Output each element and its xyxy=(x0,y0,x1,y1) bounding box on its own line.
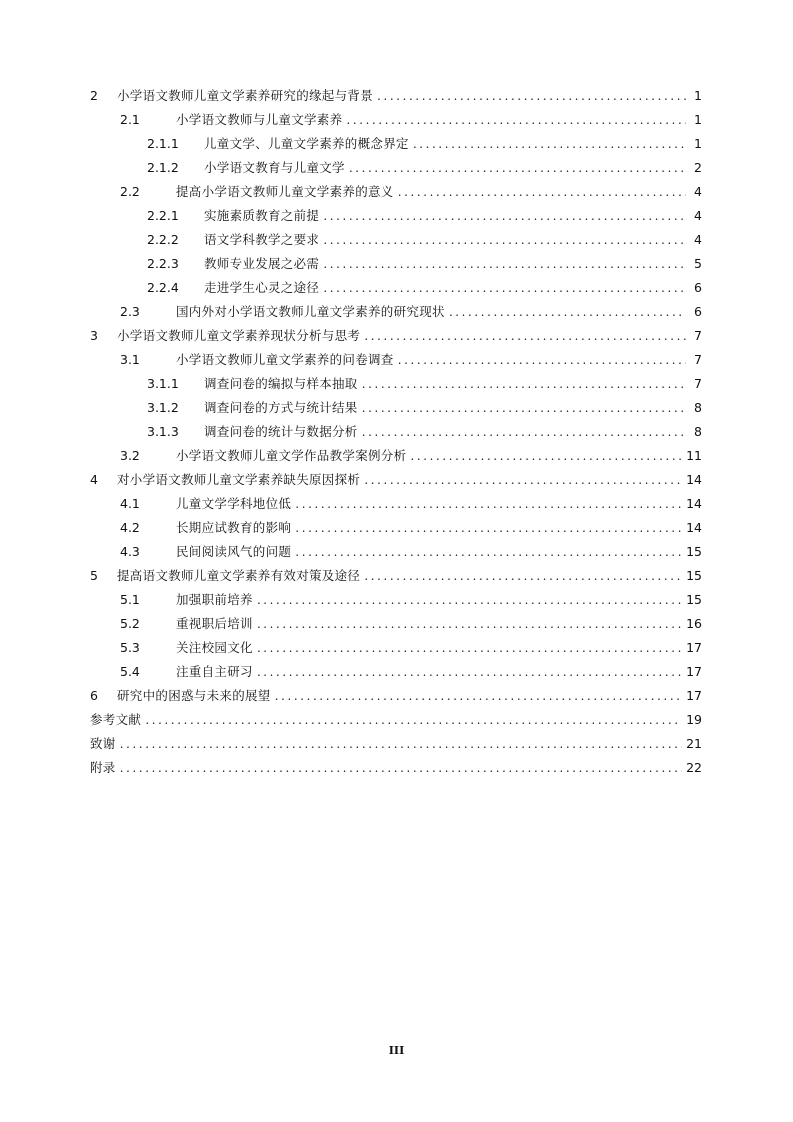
dot-leader xyxy=(410,444,682,468)
table-of-contents xyxy=(90,84,702,780)
dot-leader xyxy=(275,684,682,708)
toc-entry-page: 1 xyxy=(694,88,702,103)
dot-leader xyxy=(346,108,686,132)
toc-entry[interactable] xyxy=(90,636,702,660)
dot-leader xyxy=(398,180,686,204)
toc-entry-title: 小学语文教育与儿童文学 xyxy=(204,160,345,175)
toc-entry[interactable] xyxy=(90,564,702,588)
toc-entry-page: 19 xyxy=(686,712,702,727)
dot-leader xyxy=(362,420,686,444)
dot-leader xyxy=(449,300,686,324)
toc-entry-page: 4 xyxy=(694,232,702,247)
dot-leader xyxy=(295,492,682,516)
dot-leader xyxy=(364,564,682,588)
toc-entry-page: 22 xyxy=(686,760,702,775)
page-number: III xyxy=(388,1044,405,1057)
toc-entry-title: 参考文献 xyxy=(90,712,142,727)
toc-entry-number: 3.1.2 xyxy=(147,400,179,415)
toc-entry-number: 4.1 xyxy=(120,496,140,511)
toc-entry-title: 提高小学语文教师儿童文学素养的意义 xyxy=(176,184,394,199)
toc-entry-page: 21 xyxy=(686,736,702,751)
toc-entry-page: 17 xyxy=(686,664,702,679)
toc-entry-page: 16 xyxy=(686,616,702,631)
toc-entry-title: 国内外对小学语文教师儿童文学素养的研究现状 xyxy=(176,304,445,319)
toc-entry[interactable] xyxy=(90,492,702,516)
toc-entry-title: 重视职后培训 xyxy=(176,616,253,631)
dot-leader xyxy=(257,636,682,660)
toc-entry[interactable] xyxy=(90,276,702,300)
toc-entry-page: 6 xyxy=(694,304,702,319)
dot-leader xyxy=(364,324,686,348)
toc-entry-title: 小学语文教师儿童文学素养的问卷调查 xyxy=(176,352,394,367)
toc-entry-title: 关注校园文化 xyxy=(176,640,253,655)
toc-entry-number: 3.1.1 xyxy=(147,376,179,391)
toc-entry-page: 1 xyxy=(694,112,702,127)
toc-entry[interactable] xyxy=(90,444,702,468)
toc-entry-title: 小学语文教师与儿童文学素养 xyxy=(176,112,343,127)
toc-entry-number: 5.3 xyxy=(120,640,140,655)
toc-entry-title: 注重自主研习 xyxy=(176,664,253,679)
dot-leader xyxy=(120,756,682,780)
toc-entry-number: 5.2 xyxy=(120,616,140,631)
toc-entry[interactable] xyxy=(90,84,702,108)
dot-leader xyxy=(362,396,686,420)
toc-entry-page: 17 xyxy=(686,688,702,703)
dot-leader xyxy=(145,708,682,732)
dot-leader xyxy=(257,612,682,636)
toc-entry[interactable] xyxy=(90,108,702,132)
toc-entry[interactable] xyxy=(90,252,702,276)
toc-entry-title: 长期应试教育的影响 xyxy=(176,520,292,535)
dot-leader xyxy=(257,660,682,684)
toc-entry-title: 对小学语文教师儿童文学素养缺失原因探析 xyxy=(117,472,361,487)
toc-entry-number: 2.2 xyxy=(120,184,140,199)
toc-entry-page: 2 xyxy=(694,160,702,175)
toc-entry[interactable] xyxy=(90,588,702,612)
toc-entry-title: 儿童文学、儿童文学素养的概念界定 xyxy=(204,136,409,151)
toc-entry[interactable] xyxy=(90,684,702,708)
toc-entry-page: 11 xyxy=(686,448,702,463)
dot-leader xyxy=(364,468,682,492)
toc-entry[interactable] xyxy=(90,348,702,372)
toc-entry-title: 调查问卷的统计与数据分析 xyxy=(204,424,358,439)
toc-entry[interactable] xyxy=(90,300,702,324)
toc-entry-number: 2.2.3 xyxy=(147,256,179,271)
toc-entry-title: 小学语文教师儿童文学素养研究的缘起与背景 xyxy=(117,88,374,103)
toc-entry-page: 4 xyxy=(694,184,702,199)
toc-entry-title: 儿童文学学科地位低 xyxy=(176,496,292,511)
toc-entry-title: 民间阅读风气的问题 xyxy=(176,544,292,559)
dot-leader xyxy=(323,252,686,276)
toc-entry-number: 4 xyxy=(90,472,98,487)
dot-leader xyxy=(295,516,682,540)
toc-entry-number: 2.1.1 xyxy=(147,136,179,151)
toc-entry-page: 1 xyxy=(694,136,702,151)
toc-entry-number: 4.3 xyxy=(120,544,140,559)
dot-leader xyxy=(398,348,686,372)
dot-leader xyxy=(257,588,682,612)
toc-entry-number: 3.2 xyxy=(120,448,140,463)
toc-entry-page: 7 xyxy=(694,352,702,367)
toc-entry-number: 3 xyxy=(90,328,98,343)
toc-entry-page: 15 xyxy=(686,544,702,559)
toc-entry-page: 8 xyxy=(694,424,702,439)
dot-leader xyxy=(323,228,686,252)
toc-entry[interactable] xyxy=(90,156,702,180)
toc-entry-page: 17 xyxy=(686,640,702,655)
toc-entry-number: 2.2.2 xyxy=(147,232,179,247)
toc-entry-page: 14 xyxy=(686,496,702,511)
toc-entry[interactable] xyxy=(90,324,702,348)
toc-entry-page: 6 xyxy=(694,280,702,295)
toc-entry[interactable] xyxy=(90,132,702,156)
toc-entry[interactable] xyxy=(90,468,702,492)
toc-entry[interactable] xyxy=(90,420,702,444)
toc-entry-page: 15 xyxy=(686,568,702,583)
toc-entry-page: 5 xyxy=(694,256,702,271)
toc-entry-page: 14 xyxy=(686,520,702,535)
toc-entry-number: 2.2.4 xyxy=(147,280,179,295)
toc-entry-page: 15 xyxy=(686,592,702,607)
toc-entry-title: 加强职前培养 xyxy=(176,592,253,607)
toc-entry-title: 小学语文教师儿童文学素养现状分析与思考 xyxy=(117,328,361,343)
toc-entry-title: 小学语文教师儿童文学作品教学案例分析 xyxy=(176,448,407,463)
toc-entry-number: 2.2.1 xyxy=(147,208,179,223)
toc-entry[interactable] xyxy=(90,660,702,684)
toc-entry-page: 7 xyxy=(694,328,702,343)
toc-entry[interactable] xyxy=(90,228,702,252)
toc-entry[interactable] xyxy=(90,612,702,636)
dot-leader xyxy=(362,372,686,396)
dot-leader xyxy=(323,204,686,228)
toc-entry[interactable] xyxy=(90,756,702,780)
dot-leader xyxy=(295,540,682,564)
toc-entry-number: 5.1 xyxy=(120,592,140,607)
toc-entry-number: 2.1 xyxy=(120,112,140,127)
toc-entry-title: 附录 xyxy=(90,760,116,775)
toc-entry[interactable] xyxy=(90,396,702,420)
toc-entry-page: 8 xyxy=(694,400,702,415)
toc-entry-title: 调查问卷的编拟与样本抽取 xyxy=(204,376,358,391)
dot-leader xyxy=(120,732,682,756)
toc-entry-number: 3.1.3 xyxy=(147,424,179,439)
toc-entry-title: 提高语文教师儿童文学素养有效对策及途径 xyxy=(117,568,361,583)
toc-entry-title: 走进学生心灵之途径 xyxy=(204,280,320,295)
toc-entry-number: 2.1.2 xyxy=(147,160,179,175)
toc-entry[interactable] xyxy=(90,372,702,396)
toc-entry-title: 调查问卷的方式与统计结果 xyxy=(204,400,358,415)
toc-entry-title: 研究中的困惑与未来的展望 xyxy=(117,688,271,703)
dot-leader xyxy=(413,132,686,156)
toc-entry[interactable] xyxy=(90,180,702,204)
toc-entry-number: 4.2 xyxy=(120,520,140,535)
toc-entry-title: 致谢 xyxy=(90,736,116,751)
toc-entry-number: 5.4 xyxy=(120,664,140,679)
dot-leader xyxy=(349,156,686,180)
toc-entry-number: 2 xyxy=(90,88,98,103)
dot-leader xyxy=(377,84,686,108)
toc-entry-title: 实施素质教育之前提 xyxy=(204,208,320,223)
toc-entry-page: 4 xyxy=(694,208,702,223)
toc-entry-number: 5 xyxy=(90,568,98,583)
toc-entry-number: 2.3 xyxy=(120,304,140,319)
dot-leader xyxy=(323,276,686,300)
toc-entry[interactable] xyxy=(90,516,702,540)
toc-entry-title: 教师专业发展之必需 xyxy=(204,256,320,271)
toc-entry-page: 14 xyxy=(686,472,702,487)
toc-entry[interactable] xyxy=(90,732,702,756)
toc-entry-title: 语文学科教学之要求 xyxy=(204,232,320,247)
toc-entry[interactable] xyxy=(90,708,702,732)
toc-entry[interactable] xyxy=(90,204,702,228)
toc-entry[interactable] xyxy=(90,540,702,564)
toc-entry-page: 7 xyxy=(694,376,702,391)
toc-entry-number: 6 xyxy=(90,688,98,703)
toc-entry-number: 3.1 xyxy=(120,352,140,367)
